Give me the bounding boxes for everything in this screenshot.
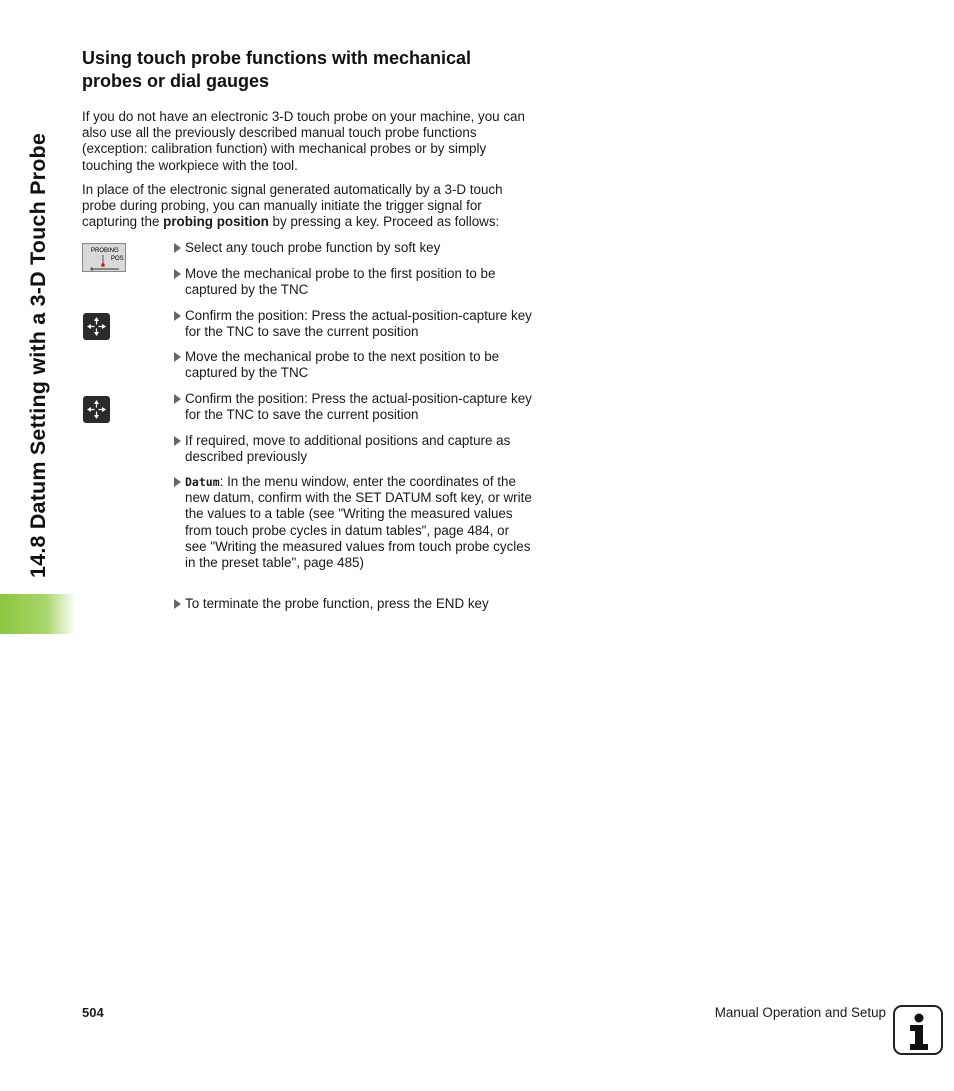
step-item xyxy=(172,433,532,465)
step-text: If required, move to additional positions and capture as described previously xyxy=(185,433,511,465)
actual-position-capture-key-icon xyxy=(83,313,110,340)
step-item xyxy=(172,596,532,612)
chapter-tab-marker xyxy=(0,594,76,634)
step-item xyxy=(172,474,532,571)
softkey-label-line1: PROBING xyxy=(91,248,119,254)
step-item xyxy=(172,391,532,423)
step-text: To terminate the probe function, press the END key xyxy=(185,596,489,611)
capture-crosshair-icon xyxy=(83,313,110,340)
step-text: Move the mechanical probe to the first position to be captured by the TNC xyxy=(185,266,496,298)
step-text: Move the mechanical probe to the next position to be captured by the TNC xyxy=(185,349,500,381)
page-number: 504 xyxy=(82,1005,104,1020)
step-arrow-icon xyxy=(174,352,181,362)
step-item xyxy=(172,240,532,256)
softkey-label-line2: POS xyxy=(111,256,124,262)
step-text: Confirm the position: Press the actual-position-capture key for the TNC to save the current position xyxy=(185,308,532,340)
step-arrow-icon xyxy=(174,243,181,253)
step-text: Select any touch probe function by soft key xyxy=(185,240,441,255)
step-item xyxy=(172,266,532,298)
probing-position-term: probing position xyxy=(163,214,269,230)
intro-paragraph: If you do not have an electronic 3-D touch probe on your machine, you can also use all the previously described manual touch probe functions (exception: calibration function) with mechanical probes or by simply touching the workpiece with the tool. xyxy=(82,109,525,173)
step-item xyxy=(172,349,532,381)
footer-section-name: Manual Operation and Setup xyxy=(714,1005,886,1020)
step-text: : In the menu window, enter the coordinates of the new datum, confirm with the SET DATUM soft key, or write the values to a table (see "Writing the measured values from touch probe cycles in datum tables", page 484, or see "Writing the measured values from touch probe cycles in the preset table", page 485) xyxy=(185,474,532,571)
section-heading: Using touch probe functions with mechanical probes or dial gauges xyxy=(82,48,472,91)
procedure-text-end: by pressing a key. Proceed as follows: xyxy=(268,214,500,230)
step-arrow-icon xyxy=(174,394,181,404)
probing-pos-softkey-icon xyxy=(82,243,126,272)
procedure-text-start: In place of the electronic signal generated automatically by a 3-D touch probe during probing, you can manually initiate the trigger signal for capturing the xyxy=(82,182,503,230)
step-arrow-icon xyxy=(174,477,181,487)
step-arrow-icon xyxy=(174,269,181,279)
chapter-side-title: 14.8 Datum Setting with a 3-D Touch Probe xyxy=(26,132,50,578)
actual-position-capture-key-icon xyxy=(83,396,110,423)
step-arrow-icon xyxy=(174,436,181,446)
probe-graphic xyxy=(83,244,127,273)
info-glyph xyxy=(895,1007,941,1053)
procedure-paragraph xyxy=(82,182,532,231)
datum-function-name: Datum xyxy=(185,475,220,489)
step-arrow-icon xyxy=(174,311,181,321)
capture-crosshair-icon xyxy=(83,396,110,423)
step-text: Confirm the position: Press the actual-position-capture key for the TNC to save the current position xyxy=(185,391,532,423)
step-item xyxy=(172,308,532,340)
step-arrow-icon xyxy=(174,599,181,609)
info-icon xyxy=(893,1005,943,1055)
